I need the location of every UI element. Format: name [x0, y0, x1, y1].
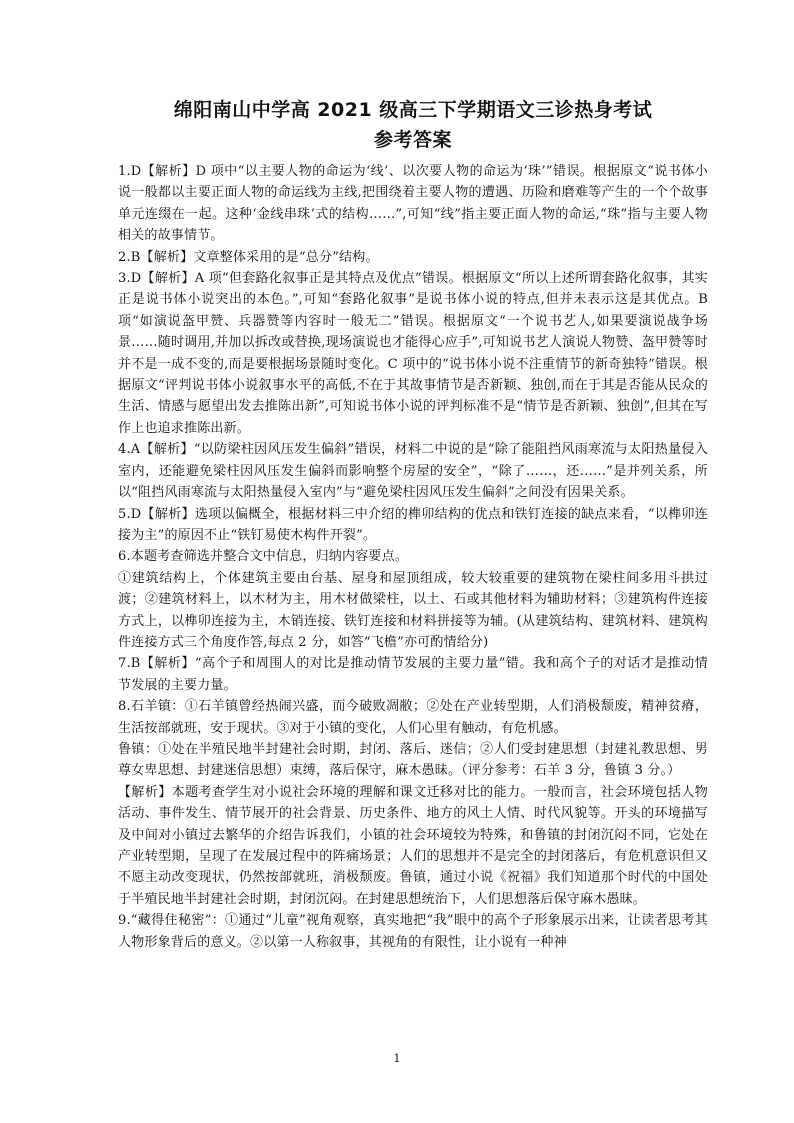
answer-paragraph: 1.D【解析】D 项中“以主要人物的命运为‘线’、以次要人物的命运为‘珠’”错误。根据原文“说书体小说一般都以主要正面人物的命运线为主线,把围绕着主要人物的遭遇、历险和磨难等产生的一个个故事单元连缀在一起。这种‘金线串珠’式的结构……”,可知“线”指主要正面人物的命运,“珠”指与主要人物相关的故事情节。 [118, 164, 708, 244]
answer-body [118, 161, 708, 953]
answer-paragraph: 9.“藏得住秘密”：①通过“儿童”视角观察，真实地把“我”眼中的高个子形象展示出来，让读者思考其人物形象背后的意义。②以第一人称叙事，其视角的有限性，让小说有一种神 [118, 913, 708, 950]
answer-paragraph: ①建筑结构上，个体建筑主要由台基、屋身和屋顶组成，较大较重要的建筑物在梁柱间多用斗拱过渡；②建筑材料上，以木材为主，用木材做梁柱，以土、石或其他材料为辅助材料；③建筑构件连接方式上，以榫卯连接为主，木销连接、铁钉连接和材料拼接等为辅。(从建筑结构、建筑材料、建筑构件连接方式三个角度作答,每点 2 分，如答“飞檐”亦可酌情给分) [118, 570, 708, 650]
answer-paragraph: 鲁镇：①处在半殖民地半封建社会时期，封闭、落后、迷信；②人们受封建思想（封建礼教思想、男尊女卑思想、封建迷信思想）束缚，落后保守，麻木愚昧。（评分参考：石羊 3 分，鲁镇 3 分。） [118, 741, 708, 779]
answer-paragraph: 6.本题考查筛选并整合文中信息，归纳内容要点。 [118, 549, 409, 565]
page-subtitle: 参考答案 [373, 129, 452, 151]
answer-paragraph: 3.D【解析】A 项“但套路化叙事正是其特点及优点”错误。根据原文“所以上述所谓套路化叙事，其实正是说书体小说突出的本色。”,可知“套路化叙事”是说书体小说的特点,但并未表示这是其优点。B 项“如演说盔甲赞、兵器赞等内容时一般无二”错误。根据原文“一个说书艺人,如果要演说战争场景……随时调用,并加以拆改或替换,现场演说也才能得心应手”,可知说书艺人演说人物赞、盔甲赞等时并不是一成不变的,而是要根据场景随时变化。C 项中的“说书体小说不注重情节的新奇独特”错误。根据原文“评判说书体小说叙事水平的高低,不在于其故事情节是否新颖、独创,而在于其是否能从民众的生活、情感与愿望出发去推陈出新”,可知说书体小说的评判标准不是“情节是否新颖、独创”,但其在写作上也追求推陈出新。 [118, 271, 708, 436]
answer-paragraph: 8.石羊镇：①石羊镇曾经热闹兴盛，而今破败凋敝；②处在产业转型期，人们消极颓废，精神贫瘠，生活按部就班，安于现状。③对于小镇的变化，人们心里有触动，有危机感。 [118, 699, 708, 736]
answer-paragraph: 7.B【解析】“高个子和周围人的对比是推动情节发展的主要力量”错。我和高个子的对话才是推动情节发展的主要力量。 [118, 656, 708, 693]
page-number: 1 [393, 1052, 401, 1065]
answer-paragraph: 2.B【解析】文章整体采用的是“总分”结构。 [118, 249, 379, 265]
answer-paragraph: 【解析】本题考查学生对小说社会环境的理解和课文迁移对比的能力。一般而言，社会环境包括人物活动、事件发生、情节展开的社会背景、历史条件、地方的风土人情、时代风貌等。开头的环境描写及中间对小镇过去繁华的介绍告诉我们，小镇的社会环境较为特殊，和鲁镇的封闭沉闷不同，它处在产业转型期，呈现了在发展过程中的阵痛场景；人们的思想并不是完全的封闭落后，有危机意识但又不愿主动改变现状，仍然按部就班，消极颓废。鲁镇，通过小说《祝福》我们知道那个时代的中国处于半殖民地半封建社会时期，封闭沉闷。在封建思想统治下，人们思想落后保守麻木愚昧。 [118, 784, 708, 907]
answer-paragraph: 4.A【解析】“以防梁柱因风压发生偏斜”错误，材料二中说的是“除了能阻挡风雨寒流与太阳热量侵入室内，还能避免梁柱因风压发生偏斜而影响整个房屋的安全”，“除了……，还……”是并列关系，所以“阻挡风雨寒流与太阳热量侵入室内”与“避免梁柱因风压发生偏斜”之间没有因果关系。 [118, 442, 708, 501]
answer-paragraph: 5.D【解析】选项以偏概全，根据材料三中介绍的榫卯结构的优点和铁钉连接的缺点来看，“以榫卯连接为主”的原因不止“铁钉易使木构件开裂”。 [118, 506, 708, 543]
page-title: 绵阳南山中学高 2021 级高三下学期语文三诊热身考试 [173, 99, 653, 121]
